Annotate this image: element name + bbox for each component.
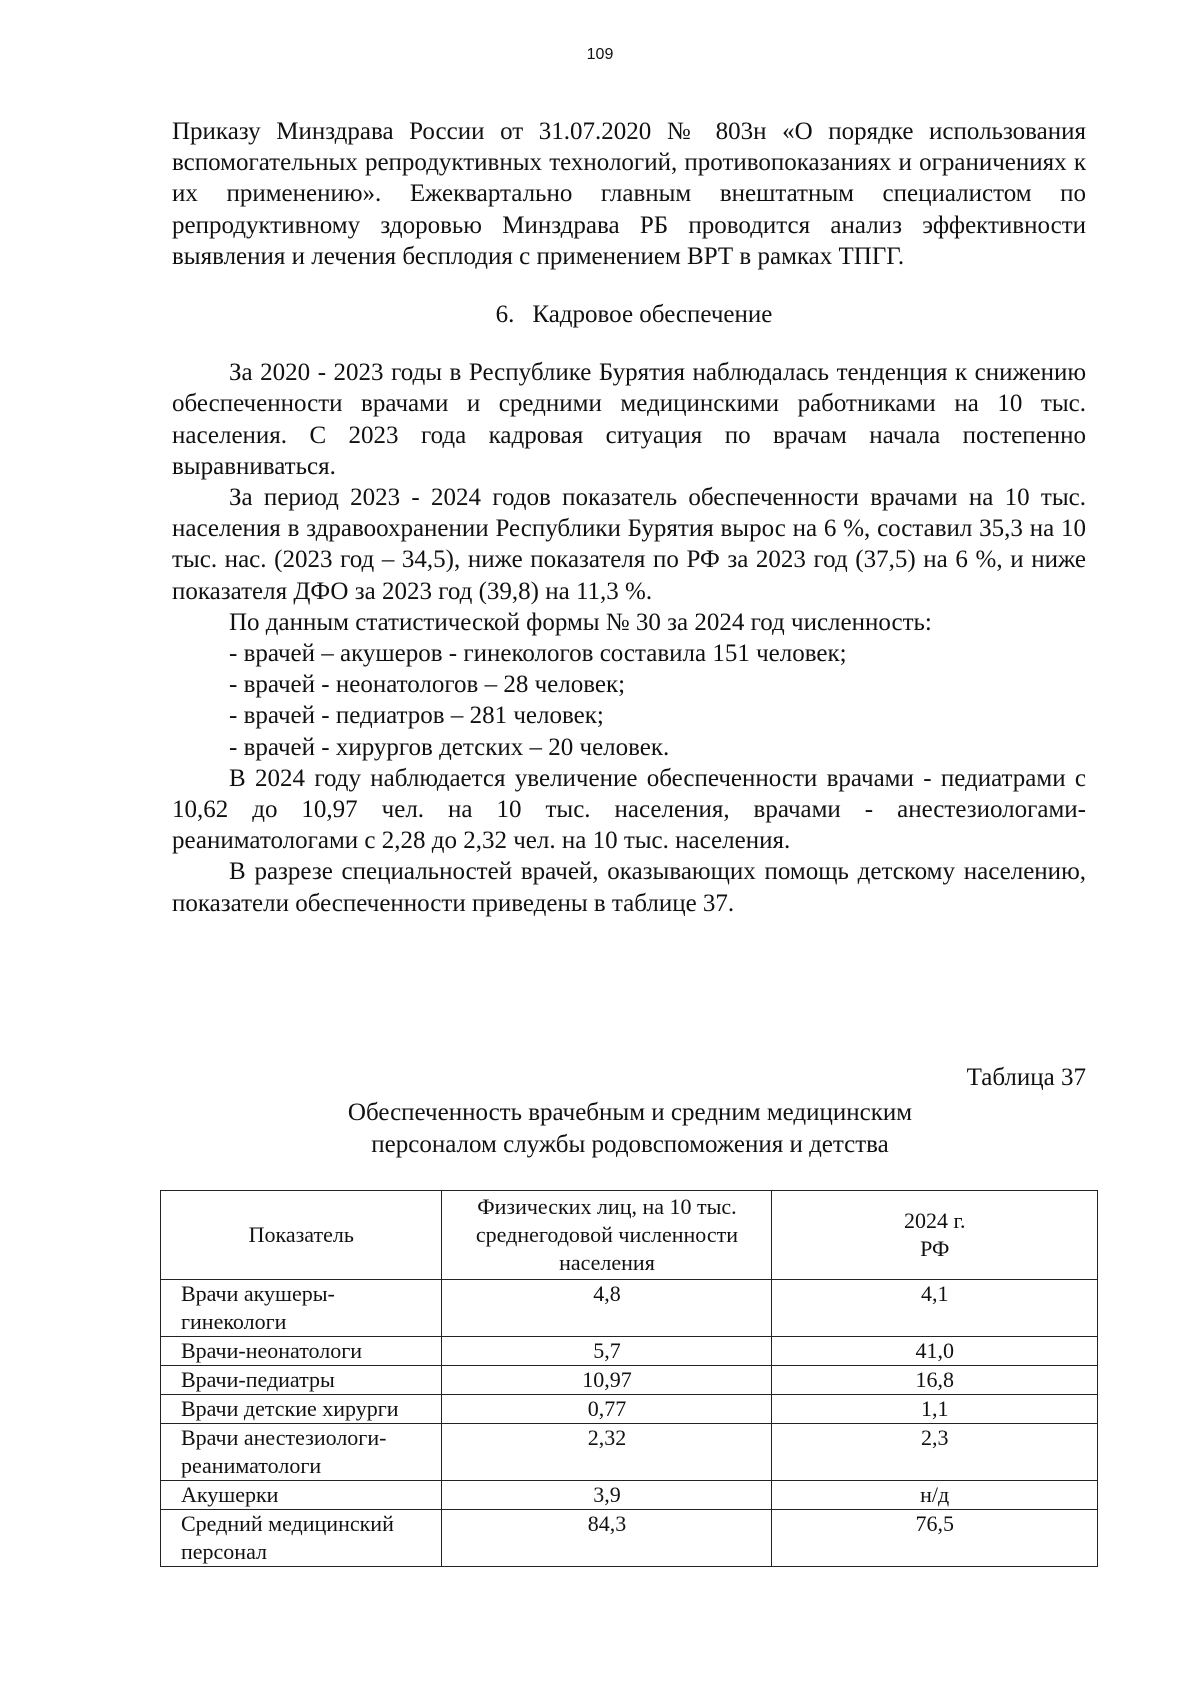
row-rf-value: 4,1 bbox=[772, 1280, 1098, 1337]
row-rf-value: 16,8 bbox=[772, 1366, 1098, 1395]
table-header-row bbox=[161, 1191, 1098, 1280]
row-value: 2,32 bbox=[442, 1424, 772, 1481]
intro-paragraph: Приказу Минздрава России от 31.07.2020 № 803н «О порядке использования вспомогательных репродуктивных технологий, противопоказаниях и ограничениях к их применению». Ежеквартально главным внештатным специалистом по репродуктивному здоровью Минздрава РБ проводится анализ эффективности выявления и лечения бесплодия с применением ВРТ в рамках ТПГГ. bbox=[172, 118, 1086, 270]
row-name: Врачи-педиатры bbox=[161, 1366, 442, 1395]
table-row bbox=[161, 1280, 1098, 1337]
table-row bbox=[161, 1366, 1098, 1395]
list-item: - врачей – акушеров - гинекологов составила 151 человек; bbox=[229, 640, 847, 668]
row-name: Акушерки bbox=[161, 1481, 442, 1510]
row-value: 84,3 bbox=[442, 1510, 772, 1567]
row-name: Врачи акушеры-гинекологи bbox=[161, 1280, 442, 1337]
table-row bbox=[161, 1510, 1098, 1567]
table-caption-line: персоналом службы родовспоможения и детства bbox=[371, 1131, 889, 1158]
row-value: 5,7 bbox=[442, 1337, 772, 1366]
table-caption-line: Обеспеченность врачебным и средним медицинским bbox=[347, 1099, 913, 1126]
row-rf-value: 76,5 bbox=[772, 1510, 1098, 1567]
header-rf-2024 bbox=[772, 1191, 1098, 1280]
header-indicator: Показатель bbox=[161, 1191, 442, 1280]
table-row bbox=[161, 1481, 1098, 1510]
list-item: - врачей - педиатров – 281 человек; bbox=[229, 702, 604, 730]
paragraph-increase: В 2024 году наблюдается увеличение обеспеченности врачами - педиатрами с 10,62 до 10,97 чел. на 10 тыс. населения, врачами - анестезиологами-реаниматологами с 2,28 до 2,32 чел. на 10 тыс. населения. bbox=[172, 764, 1086, 855]
row-value: 4,8 bbox=[442, 1280, 772, 1337]
table-row bbox=[161, 1337, 1098, 1366]
list-item: - врачей - неонатологов – 28 человек; bbox=[229, 671, 626, 699]
row-name: Средний медицинский персонал bbox=[161, 1510, 442, 1567]
section-title: Кадровое обеспечение bbox=[532, 301, 773, 329]
table-row bbox=[161, 1424, 1098, 1481]
row-value: 0,77 bbox=[442, 1395, 772, 1424]
section-heading bbox=[172, 299, 1086, 330]
paragraph-trend: За 2020 - 2023 годы в Республике Бурятия наблюдалась тенденция к снижению обеспеченности врачами и средними медицинскими работниками на 10 тыс. населения. С 2023 года кадровая ситуация по врачам начала постепенно выравниваться. bbox=[172, 359, 1086, 480]
row-value: 3,9 bbox=[442, 1481, 772, 1510]
paragraph-form-30: По данным статистической формы № 30 за 2024 год численность: bbox=[229, 608, 932, 636]
row-rf-value: 41,0 bbox=[772, 1337, 1098, 1366]
table-row bbox=[161, 1395, 1098, 1424]
header-per-10k: Физических лиц, на 10 тыс. среднегодовой численности населения bbox=[442, 1191, 772, 1280]
row-rf-value: 1,1 bbox=[772, 1395, 1098, 1424]
page-number: 109 bbox=[586, 46, 614, 63]
row-name: Врачи-неонатологи bbox=[161, 1337, 442, 1366]
list-item: - врачей - хирургов детских – 20 человек. bbox=[229, 733, 670, 761]
row-rf-value: 2,3 bbox=[772, 1424, 1098, 1481]
row-value: 10,97 bbox=[442, 1366, 772, 1395]
table-label: Таблица 37 bbox=[966, 1064, 1086, 1091]
header-rf: РФ bbox=[920, 1236, 950, 1261]
row-name: Врачи детские хирурги bbox=[161, 1395, 442, 1424]
table-caption bbox=[300, 1097, 960, 1161]
paragraph-indicator: За период 2023 - 2024 годов показатель обеспеченности врачами на 10 тыс. населения в здравоохранении Республики Бурятия вырос на 6 %, составил 35,3 на 10 тыс. нас. (2023 год – 34,5), ниже показателя по РФ за 2023 год (37,5) на 6 %, и ниже показателя ДФО за 2023 год (39,8) на 11,3 %. bbox=[172, 484, 1086, 605]
section-number: 6. bbox=[495, 301, 515, 329]
document-body bbox=[172, 116, 1086, 919]
staffing-table bbox=[160, 1190, 1098, 1567]
row-name: Врачи анестезиологи-реаниматологи bbox=[161, 1424, 442, 1481]
paragraph-table-reference: В разрезе специальностей врачей, оказывающих помощь детскому населению, показатели обеспеченности приведены в таблице 37. bbox=[172, 858, 1086, 917]
header-year: 2024 г. bbox=[903, 1208, 966, 1233]
row-rf-value: н/д bbox=[772, 1481, 1098, 1510]
